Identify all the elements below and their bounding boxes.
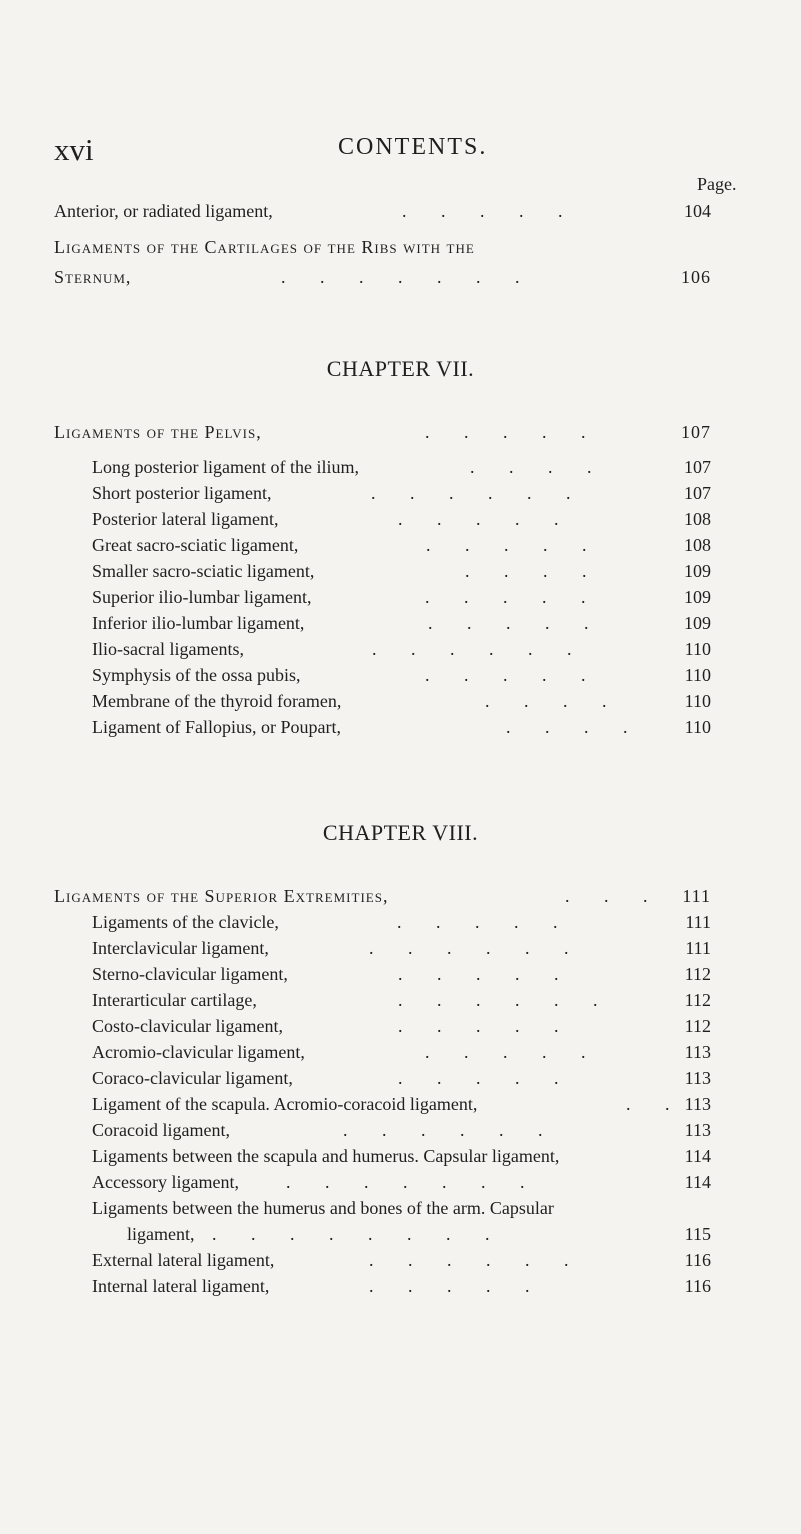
chapter-viii-heading: CHAPTER VIII. [322,820,479,845]
toc-entry-continuation-text: ligament, [127,1224,195,1244]
toc-entry-page: 110 [684,717,711,737]
toc-entry-title: Ligaments between the scapula and humerus. Capsular ligament, [92,1146,560,1166]
toc-entry-title: Internal lateral ligament, [92,1276,270,1296]
toc-entry-title: Ilio-sacral ligaments, [92,639,244,659]
leader-dots: . . . . . [425,665,588,685]
leader-dots: . . . . . [402,201,565,221]
toc-entry-page: 109 [684,561,711,581]
toc-entry-page: 106 [681,267,711,287]
toc-entry-title: External lateral ligament, [92,1250,275,1270]
leader-dots: . . . . . . [343,1120,545,1140]
toc-entry-page: 111 [682,886,711,906]
toc-entry-title: Ligaments of the clavicle, [92,912,279,932]
toc-entry-page: 109 [684,587,711,607]
leader-dots: . . . . [465,561,589,581]
leader-dots: . . . . . . . . [212,1224,492,1244]
leader-dots: . . . . . [428,613,591,633]
toc-entry-title: Sterno-clavicular ligament, [92,964,288,984]
toc-entry-title: Symphysis of the ossa pubis, [92,665,301,685]
toc-entry-title: Superior ilio-lumbar ligament, [92,587,312,607]
toc-entry-title: Ligaments of the Superior Extremities, [54,886,389,906]
toc-entry-title: Accessory ligament, [92,1172,239,1192]
toc-entry-title: Interarticular cartilage, [92,990,257,1010]
toc-entry-title: Great sacro-sciatic ligament, [92,535,299,555]
toc-entry-page: 111 [685,938,711,958]
leader-dots: . . . . . [398,509,561,529]
toc-entry-title: Coraco-clavicular ligament, [92,1068,293,1088]
leader-dots: . . . . . . . [286,1172,527,1192]
toc-entry-page: 112 [684,990,711,1010]
leader-dots: . . . . . [426,535,589,555]
leader-dots: . . . . [470,457,594,477]
leader-dots: . . . . . [425,422,588,442]
page-column-label: Page. [697,174,737,194]
toc-entry-title: Posterior lateral ligament, [92,509,279,529]
toc-entry-page: 113 [684,1042,711,1062]
chapter-vii-heading: CHAPTER VII. [326,356,475,381]
toc-entry-page: 113 [684,1068,711,1088]
leader-dots: . . . . . . [372,639,574,659]
leader-dots: . . . . . . [371,483,573,503]
toc-entry-page: 107 [681,422,711,442]
toc-entry-title: Membrane of the thyroid foramen, [92,691,342,711]
toc-entry-page: 112 [684,1016,711,1036]
leader-dots: . . . . . . [369,938,571,958]
toc-entry-title: Coracoid ligament, [92,1120,230,1140]
leader-dots: . . . . . [369,1276,532,1296]
toc-entry-title: Long posterior ligament of the ilium, [92,457,359,477]
leader-dots: . . . . . [398,964,561,984]
toc-entry-page: 110 [684,691,711,711]
leader-dots: . . . . . [398,1068,561,1088]
toc-entry-title: Inferior ilio-lumbar ligament, [92,613,305,633]
toc-entry-title: Ligaments between the humerus and bones of the arm. Capsular [92,1198,554,1218]
toc-entry-page: 116 [684,1250,711,1270]
leader-dots: . . . . . [397,912,560,932]
leader-dots: . . . . [506,717,630,737]
leader-dots: . . . [565,886,650,906]
toc-entry-page: 113 [684,1094,711,1114]
toc-entry-page: 110 [684,665,711,685]
page-number: xvi [54,132,94,167]
running-title: CONTENTS. [338,134,488,160]
toc-entry-title: Acromio-clavicular ligament, [92,1042,305,1062]
leader-dots: . . [626,1094,672,1114]
toc-entry-page: 113 [684,1120,711,1140]
leader-dots: . . . . . [398,1016,561,1036]
toc-entry-page: 114 [684,1172,711,1192]
toc-entry-page: 108 [684,509,711,529]
toc-entry-page: 112 [684,964,711,984]
toc-entry-continuation-text: Sternum, [54,267,132,287]
toc-entry-title: Ligaments of the Pelvis, [54,422,262,442]
toc-entry-page: 116 [684,1276,711,1296]
leader-dots: . . . . . . . [281,267,522,287]
toc-entry-page: 104 [684,201,711,221]
toc-entry-title: Ligament of the scapula. Acromio-coracoid ligament, [92,1094,478,1114]
toc-entry-page: 110 [684,639,711,659]
page-header [54,132,747,172]
toc-entry-page: 108 [684,535,711,555]
toc-entry-title: Interclavicular ligament, [92,938,269,958]
leader-dots: . . . . . . [398,990,600,1010]
leader-dots: . . . . . [425,1042,588,1062]
toc-entry-title: Costo-clavicular ligament, [92,1016,283,1036]
toc-entry-page: 107 [684,457,711,477]
toc-entry-title: Smaller sacro-sciatic ligament, [92,561,315,581]
toc-entry-title: Ligaments of the Cartilages of the Ribs with the [54,237,475,257]
toc-entry-page: 111 [685,912,711,932]
toc-entry-title: Ligament of Fallopius, or Poupart, [92,717,341,737]
toc-entry-title: Short posterior ligament, [92,483,272,503]
toc-entry-page: 114 [684,1146,711,1166]
leader-dots: . . . . . . [369,1250,571,1270]
leader-dots: . . . . [485,691,609,711]
toc-entry-page: 115 [684,1224,711,1244]
toc-entry-page: 109 [684,613,711,633]
toc-entry-page: 107 [684,483,711,503]
toc-entry-title: Anterior, or radiated ligament, [54,201,273,221]
leader-dots: . . . . . [425,587,588,607]
